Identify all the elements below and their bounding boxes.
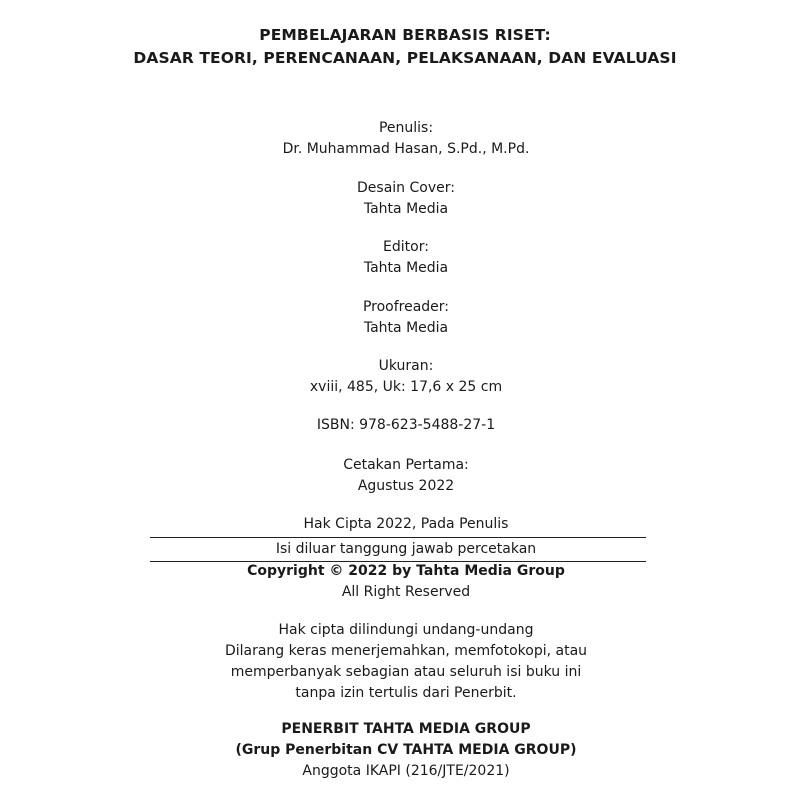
legal-line-3: memperbanyak sebagian atau seluruh isi buku ini xyxy=(230,664,582,680)
legal-line-4: tanpa izin tertulis dari Penerbit. xyxy=(295,685,517,701)
proofreader-label: Proofreader: xyxy=(362,299,450,315)
editor-section xyxy=(0,237,800,279)
cover-design-value: Tahta Media xyxy=(363,201,449,217)
edition-label: Cetakan Pertama: xyxy=(343,457,469,473)
cover-design-label: Desain Cover: xyxy=(357,180,455,196)
disclaimer-text: Isi diluar tanggung jawab percetakan xyxy=(275,541,537,557)
edition-value: Agustus 2022 xyxy=(357,478,455,494)
isbn-section xyxy=(0,415,800,436)
editor-label: Editor: xyxy=(383,239,429,255)
isbn-value: ISBN: 978-623-5488-27-1 xyxy=(316,417,496,433)
publisher-section xyxy=(0,719,800,782)
book-title-line-2: DASAR TEORI, PERENCANAAN, PELAKSANAAN, DAN EVALUASI xyxy=(133,49,677,67)
publisher-name: PENERBIT TAHTA MEDIA GROUP xyxy=(281,721,531,737)
editor-value: Tahta Media xyxy=(363,260,449,276)
cover-design-section xyxy=(0,178,800,220)
copyright-section xyxy=(0,561,800,603)
author-section xyxy=(0,118,800,160)
publisher-member: Anggota IKAPI (216/JTE/2021) xyxy=(302,763,510,779)
divider-top xyxy=(150,537,646,538)
edition-section xyxy=(0,455,800,497)
disclaimer-line xyxy=(0,539,800,560)
book-title-line-1: PEMBELAJARAN BERBASIS RISET: xyxy=(259,26,551,44)
proofreader-section xyxy=(0,297,800,339)
size-label: Ukuran: xyxy=(378,358,434,374)
copyright-text: Copyright © 2022 by Tahta Media Group xyxy=(247,563,565,579)
legal-notice xyxy=(0,620,800,704)
publisher-group: (Grup Penerbitan CV TAHTA MEDIA GROUP) xyxy=(235,742,577,758)
author-label: Penulis: xyxy=(378,120,434,136)
author-value: Dr. Muhammad Hasan, S.Pd., M.Pd. xyxy=(282,141,530,157)
size-value: xviii, 485, Uk: 17,6 x 25 cm xyxy=(309,379,503,395)
hak-cipta-text: Hak Cipta 2022, Pada Penulis xyxy=(303,516,509,532)
legal-line-1: Hak cipta dilindungi undang-undang xyxy=(278,622,534,638)
size-section xyxy=(0,356,800,398)
reserved-text: All Right Reserved xyxy=(341,584,471,600)
legal-line-2: Dilarang keras menerjemahkan, memfotokopi, atau xyxy=(224,643,588,659)
proofreader-value: Tahta Media xyxy=(363,320,449,336)
hak-cipta-line xyxy=(0,514,800,535)
